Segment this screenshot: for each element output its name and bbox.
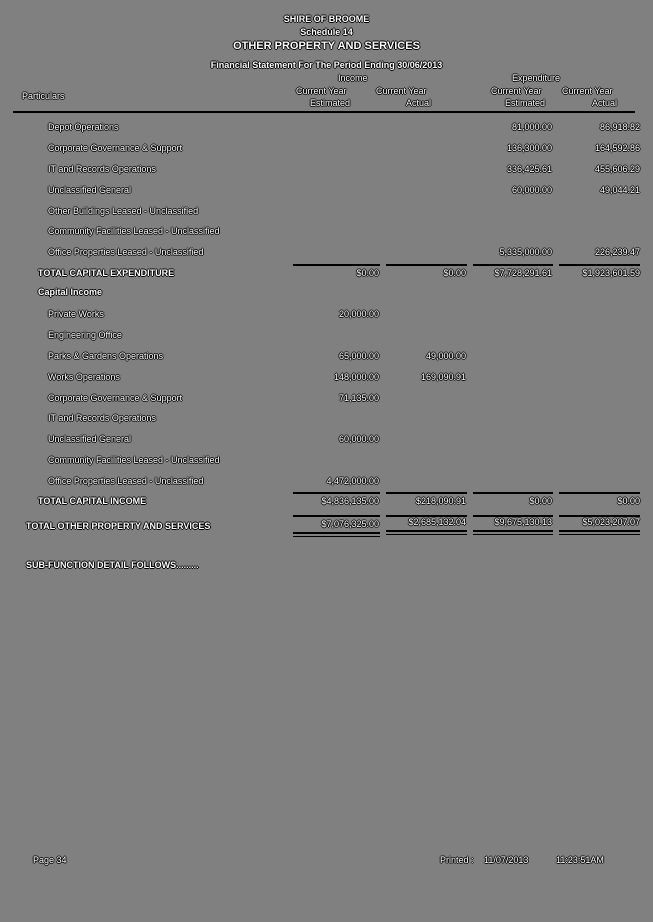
exp-actual-cell: 86,918.82: [599, 122, 640, 132]
exp-actual-cell: 226,239.47: [594, 247, 640, 257]
total-exp-income-actual: $0.00: [443, 268, 466, 278]
statement-subtitle: Financial Statement For The Period Ending 30/06/2013: [210, 60, 443, 70]
col-exp-actual-line2: Actual: [592, 98, 618, 108]
subtotal-rule: [293, 492, 380, 494]
double-underline: [293, 536, 380, 537]
double-underline: [473, 534, 553, 535]
col-particulars: Particulars: [22, 91, 65, 101]
schedule-label: Schedule 14: [300, 27, 353, 37]
double-underline: [386, 534, 467, 535]
grand-total-exp-actual: $5,023,207.07: [582, 517, 640, 527]
exp-estimated-cell: 336,425.61: [506, 164, 552, 174]
header-divider: [13, 111, 635, 113]
row-label: Office Properties Leased - Unclassified: [48, 247, 204, 257]
row-label: Community Facilities Leased - Unclassified: [48, 226, 220, 236]
org-name: SHIRE OF BROOME: [283, 14, 370, 24]
row-label: Unclassified General: [48, 434, 132, 444]
row-label: Office Properties Leased - Unclassified: [48, 476, 204, 486]
double-underline: [473, 530, 553, 532]
inc-actual-cell: 49,000.00: [425, 351, 466, 361]
exp-estimated-cell: 81,000.00: [511, 122, 552, 132]
row-label: Engineering Office: [48, 330, 122, 340]
page-title: OTHER PROPERTY AND SERVICES: [233, 40, 420, 52]
double-underline: [559, 530, 640, 532]
row-label: Private Works: [48, 309, 104, 319]
total-inc-exp-actual: $0.00: [617, 496, 640, 506]
row-label: Works Operations: [48, 372, 120, 382]
subtotal-rule: [473, 492, 553, 494]
printed-label: Printed :: [440, 855, 474, 865]
subtotal-rule: [473, 264, 553, 266]
row-label: Other Buildings Leased - Unclassified: [48, 206, 199, 216]
subtotal-rule: [386, 264, 467, 266]
grand-total-exp-estimated: $9,675,130.13: [494, 517, 552, 527]
exp-estimated-cell: 136,300.00: [506, 143, 552, 153]
col-exp-estimated-line2: Estimated: [505, 98, 546, 108]
col-income-actual-line1: Current Year: [376, 86, 427, 96]
inc-estimated-cell: 60,000.00: [338, 434, 379, 444]
inc-estimated-cell: 20,000.00: [338, 309, 379, 319]
total-capital-expenditure-label: TOTAL CAPITAL EXPENDITURE: [38, 268, 175, 278]
row-label: Corporate Governance & Support: [48, 143, 183, 153]
double-underline: [386, 530, 467, 532]
row-label: Parks & Gardens Operations: [48, 351, 164, 361]
inc-estimated-cell: 4,472,000.00: [326, 476, 379, 486]
total-inc-exp-estimated: $0.00: [529, 496, 552, 506]
exp-actual-cell: 49,044.21: [599, 185, 640, 195]
inc-estimated-cell: 148,000.00: [333, 372, 379, 382]
double-underline: [559, 534, 640, 535]
grand-total-income-estimated: $7,076,325.00: [321, 519, 379, 529]
col-income-estimated-line2: Estimated: [310, 98, 351, 108]
printed-date: 11/07/2013: [484, 855, 529, 865]
col-exp-actual-line1: Current Year: [562, 86, 613, 96]
row-label: Depot Operations: [48, 122, 119, 132]
inc-estimated-cell: 65,000.00: [338, 351, 379, 361]
col-income-group: Income: [338, 73, 368, 83]
subtotal-rule: [559, 264, 640, 266]
col-exp-estimated-line1: Current Year: [491, 86, 542, 96]
row-label: IT and Records Operations: [48, 164, 156, 174]
row-label: Community Facilities Leased - Unclassified: [48, 455, 220, 465]
total-inc-income-estimated: $4,836,135.00: [321, 496, 379, 506]
subfunction-note: SUB-FUNCTION DETAIL FOLLOWS.........: [26, 560, 199, 570]
inc-estimated-cell: 71,135.00: [338, 393, 379, 403]
total-exp-exp-actual: $1,923,601.59: [582, 268, 640, 278]
subtotal-rule: [559, 492, 640, 494]
row-label: Unclassified General: [48, 185, 132, 195]
exp-estimated-cell: 5,335,000.00: [499, 247, 552, 257]
subtotal-rule: [293, 264, 380, 266]
col-expenditure-group: Expenditure: [512, 73, 561, 83]
total-exp-exp-estimated: $7,728,291.61: [494, 268, 552, 278]
exp-actual-cell: 164,592.86: [594, 143, 640, 153]
row-label: IT and Records Operations: [48, 413, 156, 423]
row-label: Corporate Governance & Support: [48, 393, 183, 403]
exp-estimated-cell: 60,000.00: [511, 185, 552, 195]
total-exp-income-estimated: $0.00: [356, 268, 379, 278]
col-income-actual-line2: Actual: [406, 98, 432, 108]
total-inc-income-actual: $218,090.91: [415, 496, 466, 506]
exp-actual-cell: 455,606.29: [594, 164, 640, 174]
double-underline: [293, 532, 380, 534]
total-rule: [293, 515, 380, 517]
inc-actual-cell: 169,090.91: [420, 372, 466, 382]
subtotal-rule: [386, 492, 467, 494]
page-number: Page 34: [33, 855, 67, 865]
grand-total-income-actual: $2,685,132.04: [408, 517, 466, 527]
col-income-estimated-line1: Current Year: [296, 86, 347, 96]
grand-total-label: TOTAL OTHER PROPERTY AND SERVICES: [26, 521, 211, 531]
printed-time: 11:23:51AM: [556, 855, 604, 865]
capital-income-heading: Capital Income: [38, 287, 103, 297]
total-capital-income-label: TOTAL CAPITAL INCOME: [38, 496, 147, 506]
